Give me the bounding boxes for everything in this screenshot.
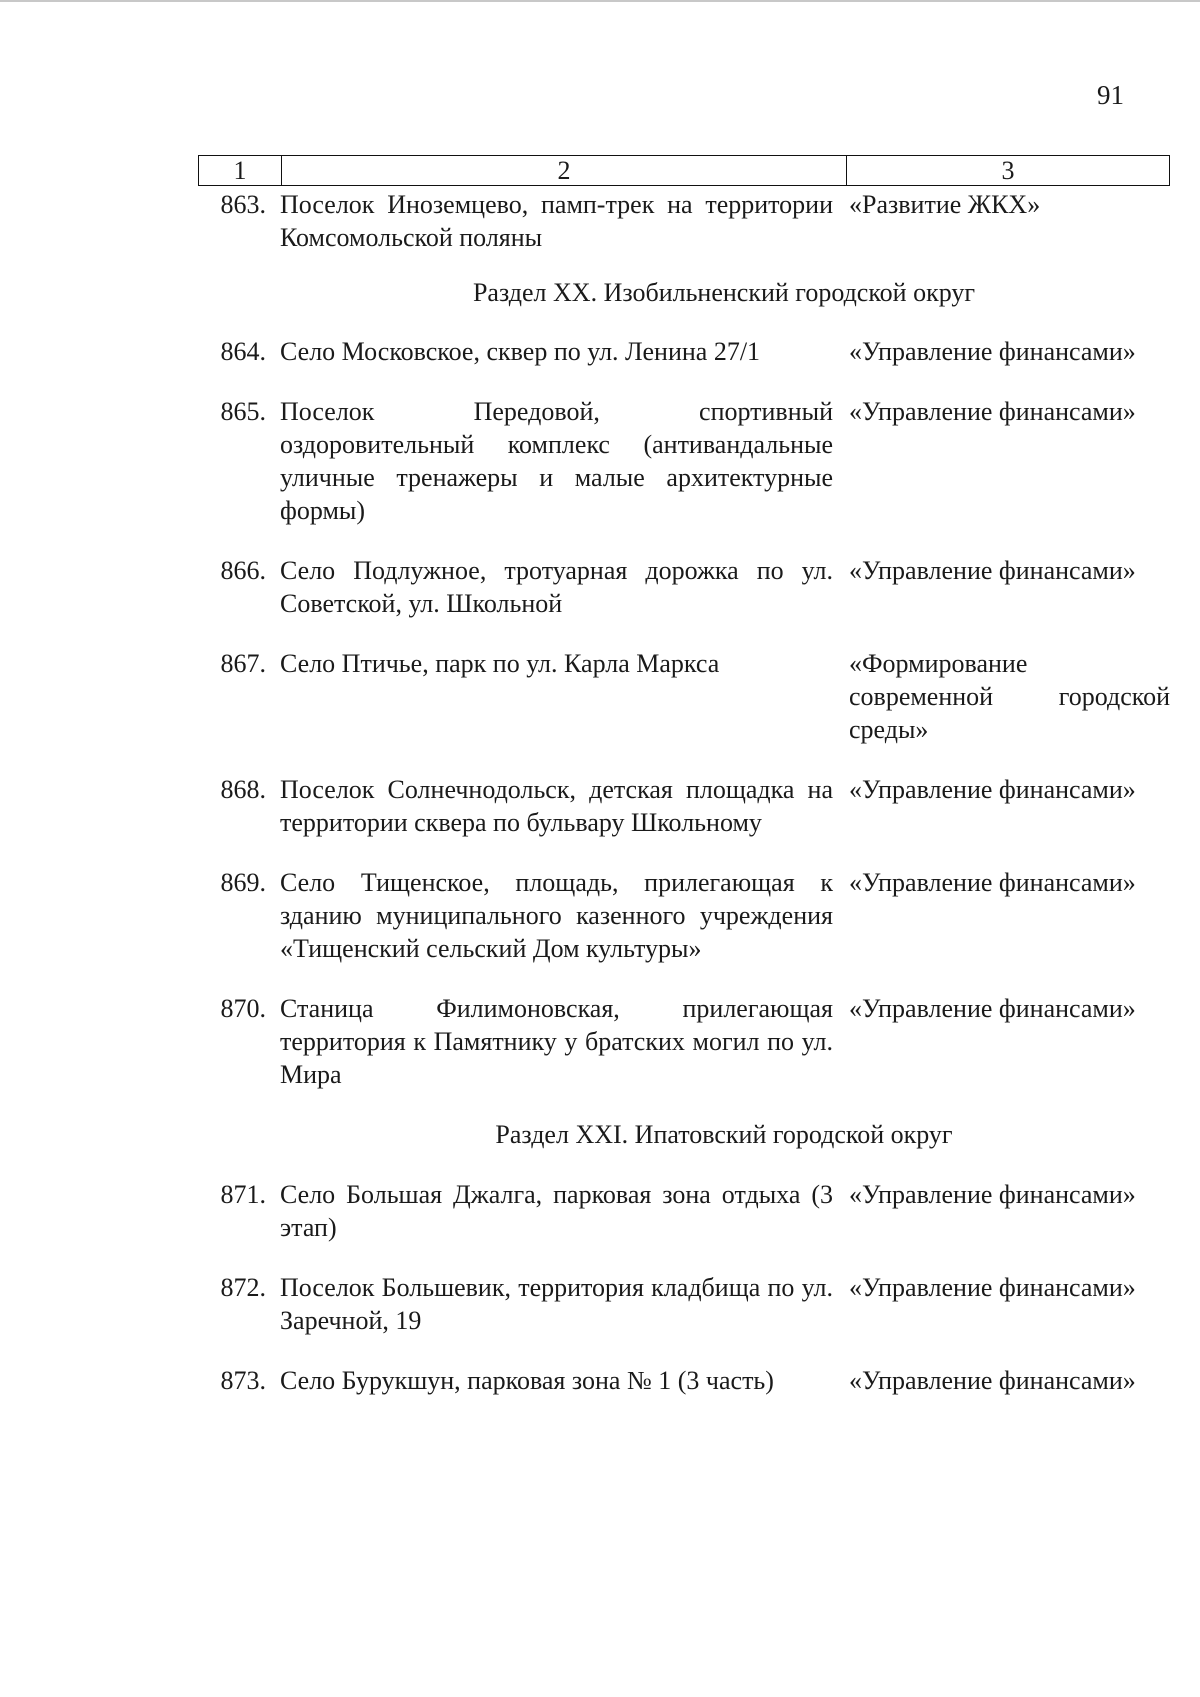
table-body: [198, 188, 1170, 1397]
row-program: «Управление финансами»: [849, 994, 1136, 1023]
row-description: Село Тищенское, площадь, прилегающая к зданию муниципального казенного учреждения «Тищенский сельский Дом культуры»: [280, 868, 833, 963]
row-description: Село Птичье, парк по ул. Карла Маркса: [280, 649, 720, 678]
page-number: 91: [1097, 80, 1124, 110]
row-description: Поселок Большевик, территория кладбища по ул. Заречной, 19: [280, 1273, 833, 1335]
row-number: 867.: [220, 649, 266, 678]
header-col-2: 2: [281, 156, 846, 185]
row-program: «Развитие ЖКХ»: [849, 190, 1041, 219]
table-header: [198, 155, 1170, 186]
row-description: Поселок Передовой, спортивный оздоровительный комплекс (антивандальные уличные тренажеры и малые архитектурные формы): [280, 397, 833, 525]
table-row: [198, 188, 1170, 254]
section-heading: Раздел XX. Изобильненский городской округ: [472, 278, 976, 307]
row-program: «Управление финансами»: [849, 868, 1136, 897]
table-row: [198, 866, 1170, 965]
table-row: [198, 335, 1170, 368]
table-row: [198, 1178, 1170, 1244]
table-row: [198, 992, 1170, 1091]
row-number: 868.: [220, 775, 266, 804]
row-program: «Управление финансами»: [849, 556, 1136, 585]
row-number: 873.: [220, 1366, 266, 1395]
page-top-rule: [0, 0, 1200, 2]
row-number: 866.: [220, 556, 266, 585]
row-program: «Управление финансами»: [849, 337, 1136, 366]
row-description: Село Подлужное, тротуарная дорожка по ул. Советской, ул. Школьной: [280, 556, 833, 618]
row-description: Поселок Солнечнодольск, детская площадка на территории сквера по бульвару Школьному: [280, 775, 833, 837]
row-program: «Управление финансами»: [849, 775, 1136, 804]
row-program: «Формирование современной городской среды»: [849, 649, 1170, 744]
header-col-1: 1: [233, 156, 247, 185]
row-description: Поселок Иноземцево, памп-трек на территории Комсомольской поляны: [280, 190, 833, 252]
row-number: 872.: [220, 1273, 266, 1302]
row-program: «Управление финансами»: [849, 1180, 1136, 1209]
row-description: Станица Филимоновская, прилегающая территория к Памятнику у братских могил по ул. Мира: [280, 994, 833, 1089]
section-heading: Раздел XXI. Ипатовский городской округ: [495, 1120, 953, 1149]
table-row: [198, 395, 1170, 527]
table-row: [198, 1364, 1170, 1397]
row-description: Село Бурукшун, парковая зона № 1 (3 часть): [280, 1366, 774, 1395]
row-program: «Управление финансами»: [849, 397, 1136, 426]
row-program: «Управление финансами»: [849, 1273, 1136, 1302]
row-number: 869.: [220, 868, 266, 897]
table-row: [198, 773, 1170, 839]
row-number: 870.: [220, 994, 266, 1023]
row-number: 865.: [220, 397, 266, 426]
row-description: Село Большая Джалга, парковая зона отдыха (3 этап): [280, 1180, 833, 1242]
row-description: Село Московское, сквер по ул. Ленина 27/1: [280, 337, 761, 366]
row-number: 863.: [220, 190, 266, 219]
table-row: [198, 647, 1170, 746]
row-number: 871.: [220, 1180, 266, 1209]
row-program: «Управление финансами»: [849, 1366, 1136, 1395]
table-row: [198, 554, 1170, 620]
table-row: [198, 1271, 1170, 1337]
header-col-3: 3: [846, 156, 1169, 185]
row-number: 864.: [220, 337, 266, 366]
